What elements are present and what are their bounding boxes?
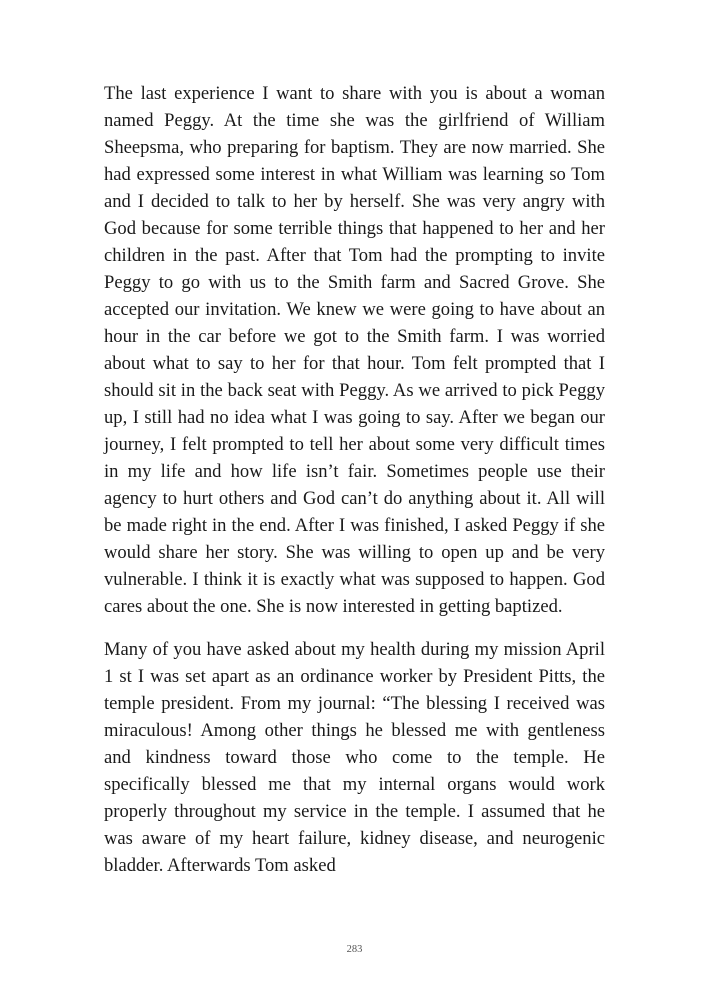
paragraph-health-blessing: Many of you have asked about my health during my mission April 1 st I was set apart as an ordinance worker by President Pitts, the temple president. From my journal: “The blessing I received was miraculous! Among other things he blessed me with gentleness and kindness toward those who come to the temple. He specifically blessed me that my internal organs would work properly throughout my service in the temple. I assumed that he was aware of my heart failure, kidney disease, and neurogenic bladder. Afterwards Tom asked	[104, 639, 605, 876]
paragraph-peggy-story: The last experience I want to share with you is about a woman named Peggy. At the time she was the girlfriend of William Sheepsma, who preparing for baptism. They are now married. She had expressed some interest in what William was learning so Tom and I decided to talk to her by herself. She was very angry with God because for some terrible things that happened to her and her children in the past. After that Tom had the prompting to invite Peggy to go with us to the Smith farm and Sacred Grove. She accepted our invitation. We knew we were going to have about an hour in the car before we got to the Smith farm. I was worried about what to say to her for that hour. Tom felt prompted that I should sit in the back seat with Peggy. As we arrived to pick Peggy up, I still had no idea what I was going to say. After we began our journey, I felt prompted to tell her about some very difficult times in my life and how life isn’t fair. Sometimes people use their agency to hurt others and God can’t do anything about it. All will be made right in the end. After I was finished, I asked Peggy if she would share her story. She was willing to open up and be very vulnerable. I think it is exactly what was supposed to happen. God cares about the one. She is now interested in getting baptized.	[104, 83, 605, 617]
page-body	[104, 80, 605, 879]
page-number: 283	[346, 944, 363, 955]
